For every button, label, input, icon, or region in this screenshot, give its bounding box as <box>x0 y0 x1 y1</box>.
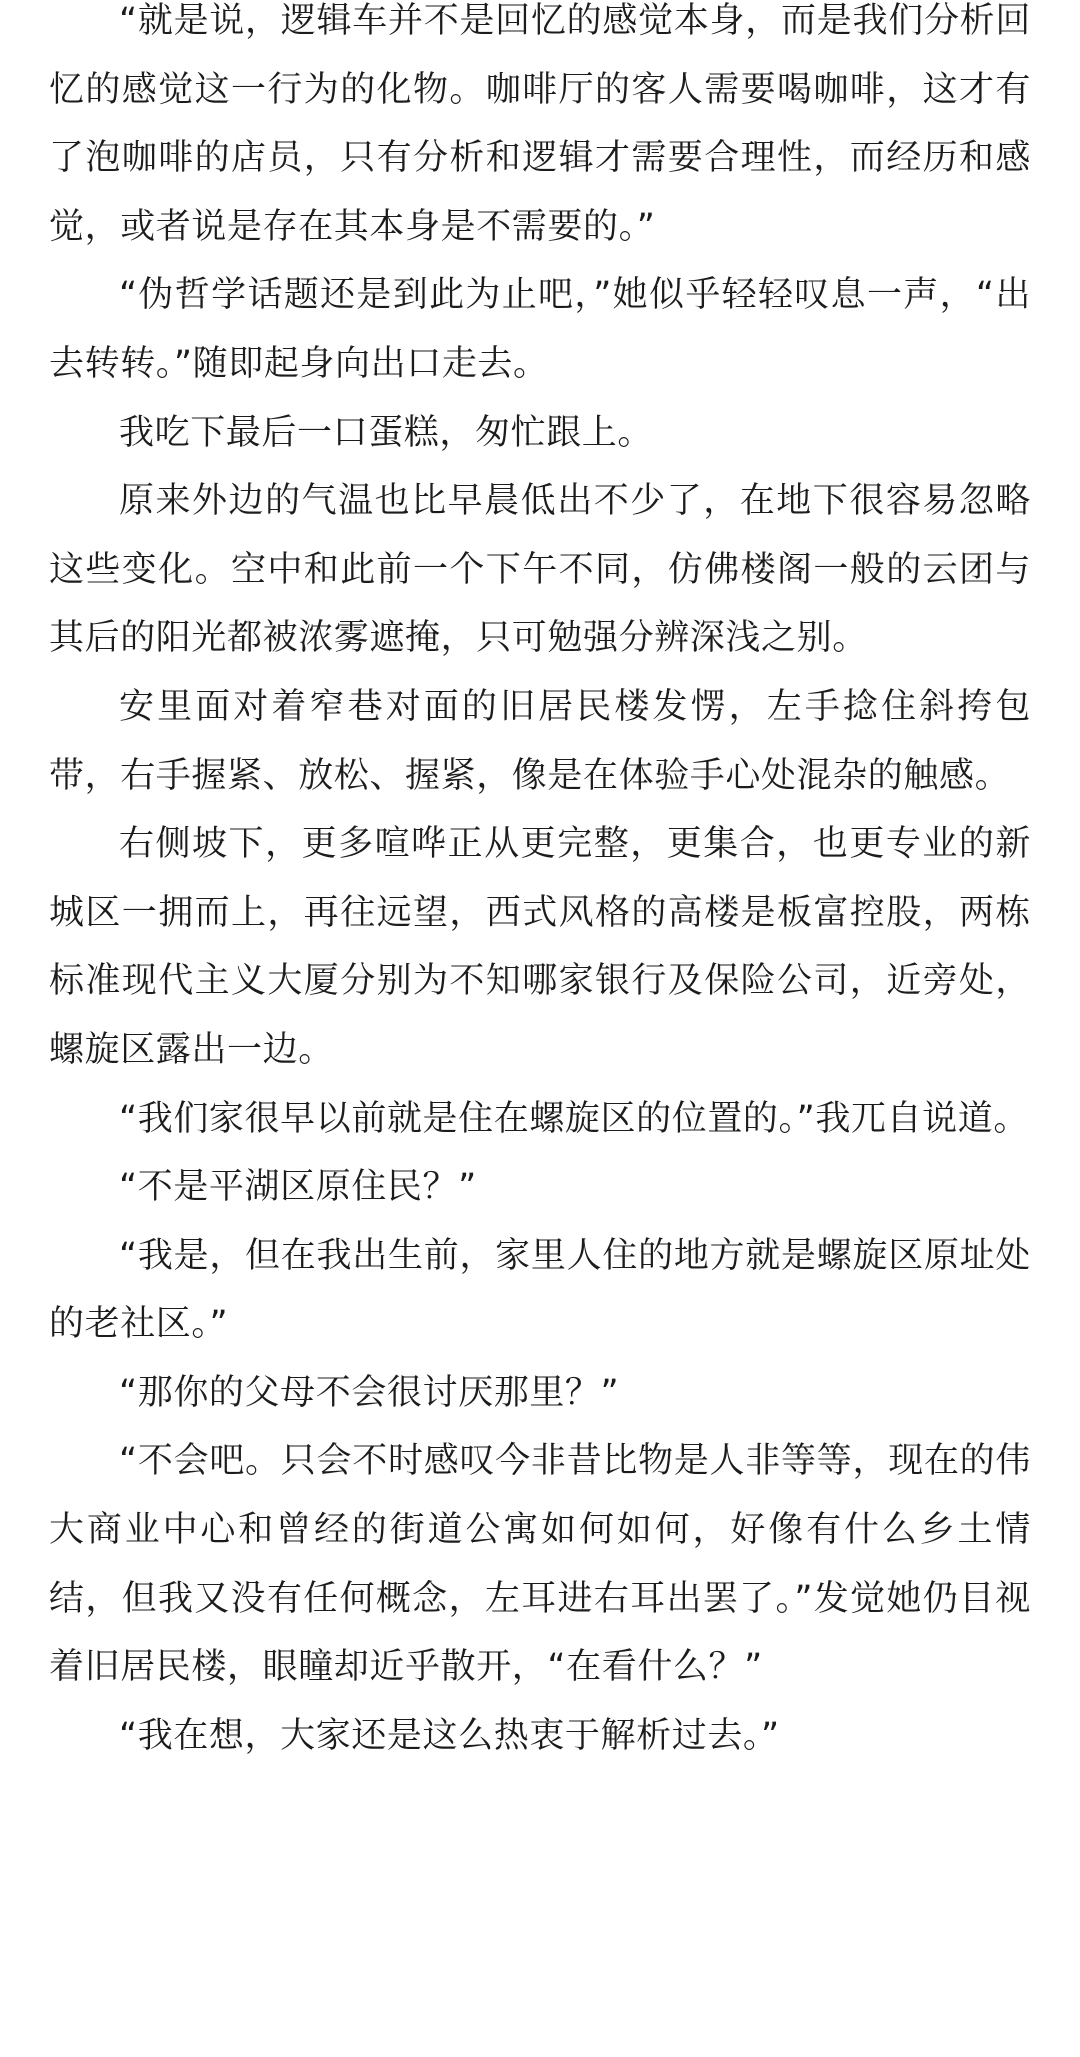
paragraph-3: 我吃下最后一口蛋糕，匆忙跟上。 <box>119 412 654 453</box>
paragraph-7: “我们家很早以前就是住在螺旋区的位置的。”我兀自说道。 <box>119 1098 1029 1139</box>
paragraph-10: “那你的父母不会很讨厌那里？” <box>119 1372 620 1413</box>
article-body <box>49 0 1031 1770</box>
paragraph-5: 安里面对着窄巷对面的旧居民楼发愣，左手捻住斜挎包带，右手握紧、放松、握紧，像是在体验手心处混杂的触感。 <box>49 686 1031 796</box>
paragraph-1: “就是说，逻辑车并不是回忆的感觉本身，而是我们分析回忆的感觉这一行为的化物。咖啡厅的客人需要喝咖啡，这才有了泡咖啡的店员，只有分析和逻辑才需要合理性，而经历和感觉，或者说是存在其本身是不需要的。” <box>49 1 1031 247</box>
paragraph-8: “不是平湖区原住民？” <box>119 1167 477 1208</box>
paragraph-9: “我是，但在我出生前，家里人住的地方就是螺旋区原址处的老社区。” <box>49 1235 1031 1345</box>
paragraph-12: “我在想，大家还是这么热衷于解析过去。” <box>119 1715 780 1756</box>
paragraph-6: 右侧坡下，更多喧哗正从更完整，更集合，也更专业的新城区一拥而上，再往远望，西式风格的高楼是板富控股，两栋标准现代主义大厦分别为不知哪家银行及保险公司，近旁处，螺旋区露出一边。 <box>49 824 1031 1070</box>
paragraph-4: 原来外边的气温也比早晨低出不少了，在地下很容易忽略这些变化。空中和此前一个下午不同，仿佛楼阁一般的云团与其后的阳光都被浓雾遮掩，只可勉强分辨深浅之别。 <box>49 481 1031 659</box>
paragraph-11: “不会吧。只会不时感叹今非昔比物是人非等等，现在的伟大商业中心和曾经的街道公寓如何如何，好像有什么乡土情结，但我又没有任何概念，左耳进右耳出罢了。”发觉她仍目视着旧居民楼，眼瞳却近乎散开，“在看什么？” <box>49 1441 1031 1688</box>
paragraph-2: “伪哲学话题还是到此为止吧，”她似乎轻轻叹息一声，“出去转转。”随即起身向出口走去。 <box>49 275 1031 384</box>
